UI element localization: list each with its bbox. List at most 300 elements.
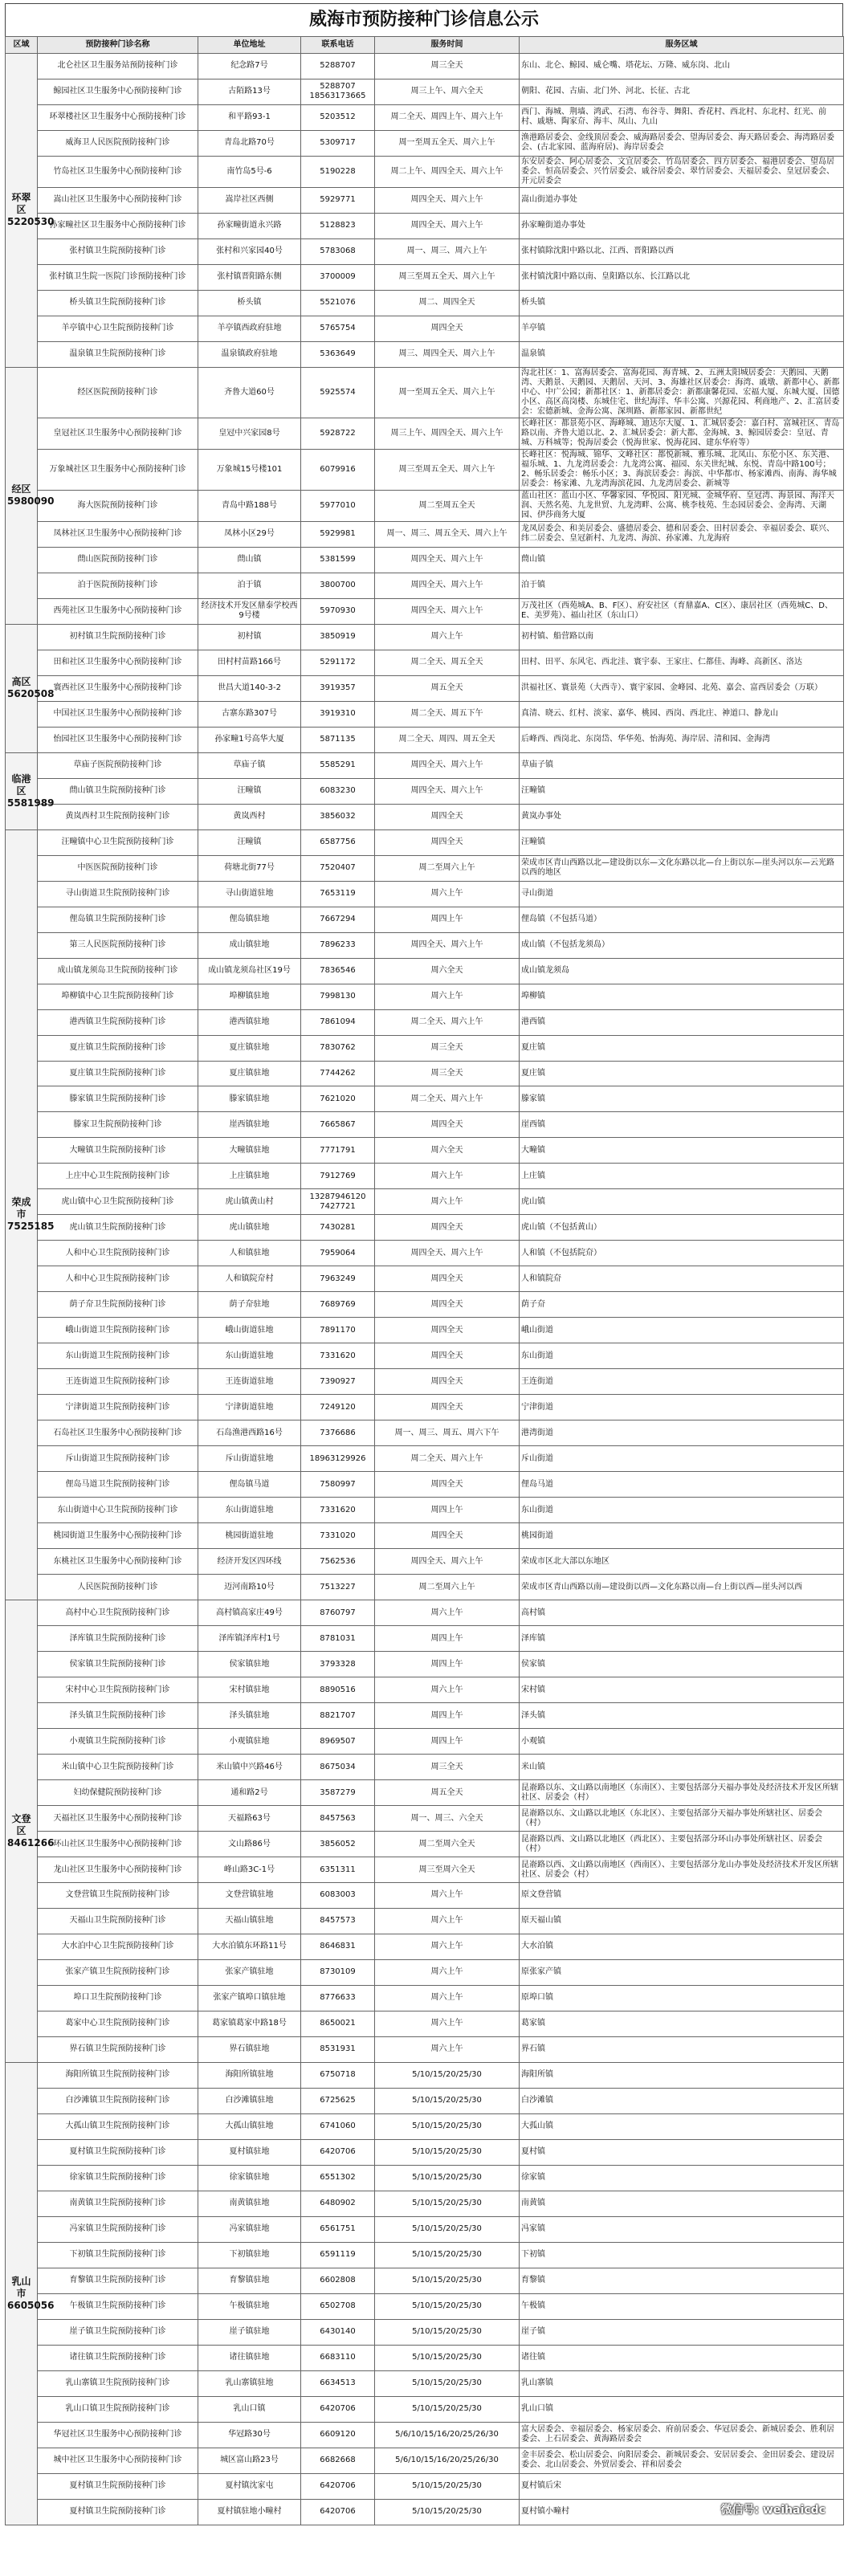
service-area-cell: 长峰社区：悦海城、锦华、文峰社区：都悦新城、雅乐城、北凤山、东伦小区、东关港、福乐城、1、九龙湾居委会：九龙湾公寓、福园、东关世纪城、东悦、青岛中路100号；2、畅乐居委会：畅乐小区；3、海滨居委会：海滨、中华都市、杨家滩西、南海、海华城居委会：杨家滩、九龙湾海滨花园、九龙湾居委会、新城等	[520, 449, 844, 490]
service-time-cell: 5/10/15/20/25/30	[375, 2242, 520, 2268]
phone-cell: 7520407	[301, 855, 375, 881]
clinic-name-cell: 夏庄镇卫生院预防接种门诊	[38, 1035, 198, 1061]
service-area-cell: 万茂社区（西苑城A、B、F区）、府安社区（育鼎嘉A、C区）、康居社区（西苑城C、D、E、美罗苑）、福山社区（东山口）	[520, 598, 844, 624]
clinic-name-cell: 蔄山镇卫生院预防接种门诊	[38, 778, 198, 804]
address-cell: 午极镇驻地	[198, 2293, 301, 2319]
phone-cell: 6683110	[301, 2345, 375, 2370]
phone-cell: 6634513	[301, 2370, 375, 2396]
service-time-cell: 5/10/15/20/25/30	[375, 2499, 520, 2525]
service-time-cell: 周四全天、周六上午	[375, 213, 520, 238]
clinic-name-cell: 界石镇卫生院预防接种门诊	[38, 2036, 198, 2062]
service-area-cell: 张村镇沈阳中路以南、皇阳路以东、长江路以北	[520, 264, 844, 290]
header-clinic-name: 预防接种门诊名称	[38, 37, 198, 54]
phone-cell: 3793328	[301, 1652, 375, 1677]
clinic-name-cell: 滕家镇卫生院预防接种门诊	[38, 1086, 198, 1112]
address-cell: 滕家镇驻地	[198, 1086, 301, 1112]
service-time-cell: 周六上午	[375, 881, 520, 907]
clinic-name-cell: 育黎镇卫生院预防接种门诊	[38, 2268, 198, 2293]
address-cell: 经济开发区四环线	[198, 1549, 301, 1575]
address-cell: 古寨东路307号	[198, 701, 301, 727]
phone-cell: 8646831	[301, 1934, 375, 1959]
service-time-cell: 5/10/15/20/25/30	[375, 2216, 520, 2242]
address-cell: 乳山口镇	[198, 2396, 301, 2422]
district-cell: 荣成市 7525185	[6, 829, 38, 1600]
service-time-cell: 周二全天、周五全天	[375, 650, 520, 675]
phone-cell: 7249120	[301, 1395, 375, 1420]
table-row	[6, 1164, 844, 1189]
address-cell: 小观镇驻地	[198, 1729, 301, 1755]
clinic-name-cell: 宋村中心卫生院预防接种门诊	[38, 1677, 198, 1703]
service-time-cell: 周四全天、周六上午	[375, 1241, 520, 1266]
phone-cell: 7331620	[301, 1343, 375, 1369]
service-area-cell: 黄岚办事处	[520, 804, 844, 829]
table-row	[6, 1446, 844, 1472]
service-area-cell: 真清、晓云、红村、淡家、嘉华、桃园、西岗、西北庄、神道口、静龙山	[520, 701, 844, 727]
service-time-cell: 周四全天	[375, 1292, 520, 1318]
address-cell: 东山街道驻地	[198, 1498, 301, 1523]
service-time-cell: 周四全天	[375, 829, 520, 855]
address-cell: 俚岛镇马道	[198, 1472, 301, 1498]
service-time-cell: 周二至周六全天	[375, 1832, 520, 1857]
address-cell: 张家产镇埠口镇驻地	[198, 1985, 301, 2011]
service-time-cell: 周六上午	[375, 2011, 520, 2036]
address-cell: 通和路2号	[198, 1780, 301, 1806]
service-area-cell: 午极镇	[520, 2293, 844, 2319]
clinic-name-cell: 海大医院预防接种门诊	[38, 490, 198, 521]
table-row	[6, 521, 844, 547]
service-time-cell: 周六上午	[375, 1677, 520, 1703]
phone-cell: 7562536	[301, 1549, 375, 1575]
phone-cell: 6420706	[301, 2139, 375, 2165]
service-time-cell: 周四全天	[375, 1343, 520, 1369]
service-time-cell: 周三至周六全天	[375, 1857, 520, 1883]
service-area-cell: 下初镇	[520, 2242, 844, 2268]
service-area-cell: 冯家镇	[520, 2216, 844, 2242]
phone-cell: 7513227	[301, 1575, 375, 1600]
clinic-name-cell: 皇冠社区卫生服务中心预防接种门诊	[38, 418, 198, 449]
service-time-cell: 周二全天、周四上午、周六上午	[375, 104, 520, 130]
phone-cell: 6725625	[301, 2088, 375, 2113]
service-time-cell: 周三至周五全天、周六上午	[375, 449, 520, 490]
address-cell: 冯家镇驻地	[198, 2216, 301, 2242]
clinic-name-cell: 宁津街道卫生院预防接种门诊	[38, 1395, 198, 1420]
phone-cell: 6079916	[301, 449, 375, 490]
table-row	[6, 1035, 844, 1061]
address-cell: 斥山街道驻地	[198, 1446, 301, 1472]
service-time-cell: 周三至周五全天、周六上午	[375, 264, 520, 290]
clinic-name-cell: 草庙子医院预防接种门诊	[38, 752, 198, 778]
service-area-cell: 羊亭镇	[520, 316, 844, 341]
table-row	[6, 1832, 844, 1857]
service-time-cell: 5/10/15/20/25/30	[375, 2370, 520, 2396]
address-cell: 华冠路30号	[198, 2422, 301, 2448]
service-area-cell: 崖子镇	[520, 2319, 844, 2345]
table-row	[6, 1600, 844, 1626]
address-cell: 泽头镇驻地	[198, 1703, 301, 1729]
table-row	[6, 290, 844, 316]
clinic-name-cell: 乳山寨镇卫生院预防接种门诊	[38, 2370, 198, 2396]
table-row	[6, 1189, 844, 1215]
service-area-cell: 埠柳镇	[520, 984, 844, 1009]
service-area-cell: 乳山寨镇	[520, 2370, 844, 2396]
phone-cell: 5128823	[301, 213, 375, 238]
service-area-cell: 东山街道	[520, 1498, 844, 1523]
service-area-cell: 原天福山镇	[520, 1908, 844, 1934]
table-row	[6, 2036, 844, 2062]
service-area-cell: 港湾街道	[520, 1420, 844, 1446]
service-area-cell: 侯家镇	[520, 1652, 844, 1677]
phone-cell: 5928722	[301, 418, 375, 449]
address-cell: 夏庄镇驻地	[198, 1061, 301, 1086]
clinic-name-cell: 泊于医院预防接种门诊	[38, 573, 198, 598]
table-row	[6, 1472, 844, 1498]
clinic-name-cell: 环山社区卫生服务中心预防接种门诊	[38, 1832, 198, 1857]
clinic-name-cell: 竹岛社区卫生服务中心预防接种门诊	[38, 156, 198, 187]
address-cell: 荷塘北街77号	[198, 855, 301, 881]
phone-cell: 5783068	[301, 238, 375, 264]
table-row	[6, 130, 844, 156]
address-cell: 虎山镇黄山村	[198, 1189, 301, 1215]
clinic-name-cell: 龙山社区卫生服务中心预防接种门诊	[38, 1857, 198, 1883]
service-area-cell: 俚岛镇（不包括马道）	[520, 907, 844, 932]
clinic-name-cell: 东桃社区卫生服务中心预防接种门诊	[38, 1549, 198, 1575]
clinic-name-cell: 埠口卫生院预防接种门诊	[38, 1985, 198, 2011]
service-area-cell: 蔄山镇	[520, 547, 844, 573]
address-cell: 孙家疃街道永兴路	[198, 213, 301, 238]
clinic-name-cell: 峨山街道卫生院预防接种门诊	[38, 1318, 198, 1343]
address-cell: 米山镇中兴路46号	[198, 1755, 301, 1780]
clinic-name-cell: 中医医院预防接种门诊	[38, 855, 198, 881]
clinic-name-cell: 荫子夼卫生院预防接种门诊	[38, 1292, 198, 1318]
clinic-name-cell: 初村镇卫生院预防接种门诊	[38, 624, 198, 650]
clinic-name-cell: 诸往镇卫生院预防接种门诊	[38, 2345, 198, 2370]
service-time-cell: 周二全天、周四、周五全天	[375, 727, 520, 752]
vaccination-clinic-sheet	[5, 3, 843, 2525]
address-cell: 南竹岛5号-6	[198, 156, 301, 187]
address-cell: 凤林小区29号	[198, 521, 301, 547]
address-cell: 和平路93-1	[198, 104, 301, 130]
address-cell: 皇冠中兴家园8号	[198, 418, 301, 449]
service-area-cell: 洪福社区、寰景苑（大西寺）、寰宇家园、金峰园、北苑、嘉会、富西居委会（万联）	[520, 675, 844, 701]
clinic-name-cell: 冯家镇卫生院预防接种门诊	[38, 2216, 198, 2242]
service-time-cell: 周六上午	[375, 2036, 520, 2062]
table-row	[6, 2473, 844, 2499]
service-time-cell: 周六上午	[375, 624, 520, 650]
table-row	[6, 79, 844, 104]
service-time-cell: 周六全天	[375, 958, 520, 984]
service-area-cell: 龙凤居委会、和美居委会、盛德居委会、德和居委会、田村居委会、幸福居委会、联兴、纬二居委会、皇冠新村、九龙湾、海滨、孙家滩、九龙海府	[520, 521, 844, 547]
table-row	[6, 778, 844, 804]
service-area-cell: 原文登营镇	[520, 1883, 844, 1909]
address-cell: 宋村镇驻地	[198, 1677, 301, 1703]
address-cell: 世昌大道140-3-2	[198, 675, 301, 701]
district-cell: 文登区 8461266	[6, 1600, 38, 2063]
table-row	[6, 1985, 844, 2011]
address-cell: 王连街道驻地	[198, 1369, 301, 1395]
table-row	[6, 2216, 844, 2242]
service-time-cell: 5/6/10/15/16/20/25/26/30	[375, 2448, 520, 2473]
phone-cell: 8781031	[301, 1626, 375, 1652]
service-time-cell: 5/10/15/20/25/30	[375, 2088, 520, 2113]
address-cell: 纪念路7号	[198, 54, 301, 79]
clinic-name-cell: 寰西社区卫生服务中心预防接种门诊	[38, 675, 198, 701]
phone-cell: 7861094	[301, 1009, 375, 1035]
service-area-cell: 泽库镇	[520, 1626, 844, 1652]
clinic-name-cell: 成山镇龙须岛卫生院预防接种门诊	[38, 958, 198, 984]
service-time-cell: 周一、周三、周六上午	[375, 238, 520, 264]
clinic-name-cell: 人和中心卫生院预防接种门诊	[38, 1241, 198, 1266]
clinic-name-cell: 王连街道卫生院预防接种门诊	[38, 1369, 198, 1395]
address-cell: 夏村镇驻地小疃村	[198, 2499, 301, 2525]
clinic-name-cell: 南黄镇卫生院预防接种门诊	[38, 2191, 198, 2216]
service-area-cell: 西门、海城、荆墙、鸿武、石湾、布谷寺、舞阳、香花村、西北村、东北村、红光、前村、戚塘、陶家夼、海丰、凤山、九山	[520, 104, 844, 130]
phone-cell: 6591119	[301, 2242, 375, 2268]
clinic-name-cell: 经区医院预防接种门诊	[38, 367, 198, 418]
service-area-cell: 初村镇、船营路以南	[520, 624, 844, 650]
district-cell: 乳山市 6605056	[6, 2062, 38, 2525]
phone-cell: 8730109	[301, 1959, 375, 1985]
address-cell: 上庄镇驻地	[198, 1164, 301, 1189]
service-time-cell: 周一、周三、周五全天、周六上午	[375, 521, 520, 547]
service-area-cell: 汪疃镇	[520, 829, 844, 855]
clinic-name-cell: 海阳所镇卫生院预防接种门诊	[38, 2062, 198, 2088]
phone-cell: 8890516	[301, 1677, 375, 1703]
service-area-cell: 长峰社区：都景苑小区、海峰城、迪达尔大厦、1、汇城居委会：嘉白村、富城社区、青岛路以南、齐鲁大道以北、2、汇城居委会：新大都、金海城、3、鲸园居委会：皇冠、青城、万科城等；悦海居委会（悦海世家、悦海花园、建东华府等）	[520, 418, 844, 449]
table-row	[6, 1138, 844, 1164]
table-row	[6, 1857, 844, 1883]
table-row	[6, 855, 844, 881]
service-area-cell: 米山镇	[520, 1755, 844, 1780]
clinic-name-cell: 小观镇卫生院预防接种门诊	[38, 1729, 198, 1755]
service-area-cell: 俚岛马道	[520, 1472, 844, 1498]
phone-cell: 6430140	[301, 2319, 375, 2345]
table-row	[6, 1755, 844, 1780]
phone-cell: 6420706	[301, 2396, 375, 2422]
table-row	[6, 2396, 844, 2422]
phone-cell: 5190228	[301, 156, 375, 187]
table-row	[6, 1292, 844, 1318]
clinic-name-cell: 侯家镇卫生院预防接种门诊	[38, 1652, 198, 1677]
phone-cell: 6561751	[301, 2216, 375, 2242]
phone-cell: 3587279	[301, 1780, 375, 1806]
phone-cell: 7430281	[301, 1215, 375, 1241]
phone-cell: 8821707	[301, 1703, 375, 1729]
table-row	[6, 2113, 844, 2139]
service-time-cell: 周三全天	[375, 54, 520, 79]
clinic-name-cell: 大水泊中心卫生院预防接种门诊	[38, 1934, 198, 1959]
address-cell: 夏村镇驻地	[198, 2139, 301, 2165]
phone-cell: 7896233	[301, 932, 375, 958]
clinic-name-cell: 滕家卫生院预防接种门诊	[38, 1112, 198, 1138]
service-time-cell: 周四全天	[375, 804, 520, 829]
address-cell: 孙家疃1号高华大厦	[198, 727, 301, 752]
service-time-cell: 周四上午	[375, 1703, 520, 1729]
service-area-cell: 桃园街道	[520, 1523, 844, 1549]
service-time-cell: 周三全天	[375, 1035, 520, 1061]
table-row	[6, 156, 844, 187]
clinic-name-cell: 埠柳镇中心卫生院预防接种门诊	[38, 984, 198, 1009]
address-cell: 寻山街道驻地	[198, 881, 301, 907]
service-area-cell: 原埠口镇	[520, 1985, 844, 2011]
service-area-cell: 大疃镇	[520, 1138, 844, 1164]
phone-cell: 5765754	[301, 316, 375, 341]
table-row	[6, 2088, 844, 2113]
phone-cell: 5585291	[301, 752, 375, 778]
address-cell: 崖子镇驻地	[198, 2319, 301, 2345]
address-cell: 文登营镇驻地	[198, 1883, 301, 1909]
service-time-cell: 周四上午	[375, 907, 520, 932]
table-row	[6, 881, 844, 907]
clinic-name-cell: 华冠社区卫生服务中心预防接种门诊	[38, 2422, 198, 2448]
service-time-cell: 周六上午	[375, 1959, 520, 1985]
table-row	[6, 984, 844, 1009]
table-row	[6, 650, 844, 675]
clinic-table	[5, 36, 844, 2525]
table-row	[6, 907, 844, 932]
phone-cell: 8675034	[301, 1755, 375, 1780]
clinic-name-cell: 夏庄镇卫生院预防接种门诊	[38, 1061, 198, 1086]
table-row	[6, 2139, 844, 2165]
table-row	[6, 1266, 844, 1292]
table-row	[6, 2293, 844, 2319]
table-row	[6, 2499, 844, 2525]
address-cell: 峨山街道驻地	[198, 1318, 301, 1343]
phone-cell: 6750718	[301, 2062, 375, 2088]
address-cell: 乳山寨镇驻地	[198, 2370, 301, 2396]
phone-cell: 8457573	[301, 1908, 375, 1934]
address-cell: 迈河南路10号	[198, 1575, 301, 1600]
address-cell: 成山镇驻地	[198, 932, 301, 958]
service-area-cell: 荣成市区北大部以东地区	[520, 1549, 844, 1575]
address-cell: 荫子夼驻地	[198, 1292, 301, 1318]
service-area-cell: 东山、北仑、鲸园、威仑嘴、塔花坛、万隆、威东岗、北山	[520, 54, 844, 79]
service-area-cell: 徐家镇	[520, 2165, 844, 2191]
clinic-name-cell: 白沙滩镇卫生院预防接种门诊	[38, 2088, 198, 2113]
address-cell: 城区富山路23号	[198, 2448, 301, 2473]
phone-cell: 5203512	[301, 104, 375, 130]
service-area-cell: 南黄镇	[520, 2191, 844, 2216]
phone-cell: 7331020	[301, 1523, 375, 1549]
table-row	[6, 187, 844, 213]
phone-cell: 5929771	[301, 187, 375, 213]
table-row	[6, 1934, 844, 1959]
service-area-cell: 昆嵛路以东、文山路以南地区（东南区）、主要包括部分天福办事处及经济技术开发区所辖社区、居委会（村）	[520, 1780, 844, 1806]
service-time-cell: 周二全天、周六上午	[375, 1086, 520, 1112]
wechat-watermark: 微信号: weihaicdc	[720, 2503, 826, 2517]
service-time-cell: 5/10/15/20/25/30	[375, 2319, 520, 2345]
service-time-cell: 周二至周五全天	[375, 490, 520, 521]
address-cell: 黄岚西村	[198, 804, 301, 829]
address-cell: 天福山镇驻地	[198, 1908, 301, 1934]
address-cell: 初村镇	[198, 624, 301, 650]
clinic-name-cell: 蔄山医院预防接种门诊	[38, 547, 198, 573]
address-cell: 张家产镇驻地	[198, 1959, 301, 1985]
table-row	[6, 624, 844, 650]
service-area-cell: 葛家镇	[520, 2011, 844, 2036]
table-row	[6, 829, 844, 855]
header-service-area: 服务区域	[520, 37, 844, 54]
clinic-name-cell: 上庄中心卫生院预防接种门诊	[38, 1164, 198, 1189]
service-time-cell: 周六上午	[375, 1189, 520, 1215]
service-time-cell: 周二全天、周六上午	[375, 1009, 520, 1035]
service-area-cell: 金丰居委会、松山居委会、向阳居委会、新城居委会、安居居委会、金田居委会、建设居委会、北山居委会、外贸居委会、祥和居委会	[520, 2448, 844, 2473]
header-district: 区域	[6, 37, 38, 54]
table-row	[6, 2011, 844, 2036]
address-cell: 青岛北路70号	[198, 130, 301, 156]
service-time-cell: 周六上午	[375, 1934, 520, 1959]
phone-cell: 7891170	[301, 1318, 375, 1343]
phone-cell: 5288707	[301, 54, 375, 79]
service-area-cell: 夏村镇小疃村	[520, 2499, 844, 2525]
service-area-cell: 朝阳、花园、古庙、北门外、河北、长征、古北	[520, 79, 844, 104]
table-row	[6, 1703, 844, 1729]
phone-cell: 7771791	[301, 1138, 375, 1164]
clinic-name-cell: 下初镇卫生院预防接种门诊	[38, 2242, 198, 2268]
service-time-cell: 周三、周四全天、周六上午	[375, 341, 520, 367]
service-area-cell: 白沙滩镇	[520, 2088, 844, 2113]
clinic-name-cell: 乳山口镇卫生院预防接种门诊	[38, 2396, 198, 2422]
service-time-cell: 周四全天、周六上午	[375, 1549, 520, 1575]
service-time-cell: 周三全天	[375, 1755, 520, 1780]
table-row	[6, 701, 844, 727]
service-area-cell: 界石镇	[520, 2036, 844, 2062]
service-area-cell: 夏村镇	[520, 2139, 844, 2165]
address-cell: 蔄山镇	[198, 547, 301, 573]
service-area-cell: 大水泊镇	[520, 1934, 844, 1959]
phone-cell: 5288707 18563173665	[301, 79, 375, 104]
table-row	[6, 1575, 844, 1600]
address-cell: 泊于镇	[198, 573, 301, 598]
address-cell: 泽库镇泽库村1号	[198, 1626, 301, 1652]
service-time-cell: 周四上午	[375, 1498, 520, 1523]
header-phone: 联系电话	[301, 37, 375, 54]
phone-cell: 6682668	[301, 2448, 375, 2473]
table-row	[6, 932, 844, 958]
clinic-name-cell: 午极镇卫生院预防接种门诊	[38, 2293, 198, 2319]
service-area-cell: 昆嵛路以西、文山路以北地区（西北区）、主要包括部分环山办事处所辖社区、居委会（村）	[520, 1832, 844, 1857]
service-time-cell: 周五全天	[375, 1780, 520, 1806]
phone-cell: 7580997	[301, 1472, 375, 1498]
phone-cell: 6420706	[301, 2499, 375, 2525]
service-area-cell: 东安居委会、阿心居委会、文宜居委会、竹岛居委会、四方居委会、福港居委会、望岛居委会、恒高居委会、兴竹居委会、戚谷居委会、翠竹居委会、天福居委会、皇冠居委会、开元居委会	[520, 156, 844, 187]
phone-cell: 7959064	[301, 1241, 375, 1266]
table-row	[6, 418, 844, 449]
clinic-name-cell: 崖子镇卫生院预防接种门诊	[38, 2319, 198, 2345]
service-time-cell: 周四全天	[375, 316, 520, 341]
phone-cell: 7665867	[301, 1112, 375, 1138]
phone-cell: 7376686	[301, 1420, 375, 1446]
service-area-cell: 嵩山街道办事处	[520, 187, 844, 213]
table-row	[6, 1318, 844, 1343]
clinic-name-cell: 妇幼保健院预防接种门诊	[38, 1780, 198, 1806]
service-area-cell: 蓝山社区：蓝山小区、华馨家园、华悦园、阳光城、金城华府、皇冠湾、海景园、海洋天润、天然名苑、九龙世贸、九龙湾畔、公寓、桃李枝苑、生态园居委会、金海湾、天湖园、伊莎商务大厦	[520, 490, 844, 521]
phone-cell: 3850919	[301, 624, 375, 650]
service-area-cell: 草庙子镇	[520, 752, 844, 778]
service-area-cell: 峨山街道	[520, 1318, 844, 1343]
clinic-name-cell: 黄岚西村卫生院预防接种门诊	[38, 804, 198, 829]
phone-cell: 6502708	[301, 2293, 375, 2319]
phone-cell: 6083003	[301, 1883, 375, 1909]
clinic-name-cell: 东山街道中心卫生院预防接种门诊	[38, 1498, 198, 1523]
service-area-cell: 夏庄镇	[520, 1035, 844, 1061]
clinic-name-cell: 西苑社区卫生服务中心预防接种门诊	[38, 598, 198, 624]
table-row	[6, 238, 844, 264]
clinic-name-cell: 桥头镇卫生院预防接种门诊	[38, 290, 198, 316]
clinic-name-cell: 俚岛马道卫生院预防接种门诊	[38, 1472, 198, 1498]
address-cell: 人和镇驻地	[198, 1241, 301, 1266]
clinic-name-cell: 虎山镇中心卫生院预防接种门诊	[38, 1189, 198, 1215]
phone-cell: 8531931	[301, 2036, 375, 2062]
